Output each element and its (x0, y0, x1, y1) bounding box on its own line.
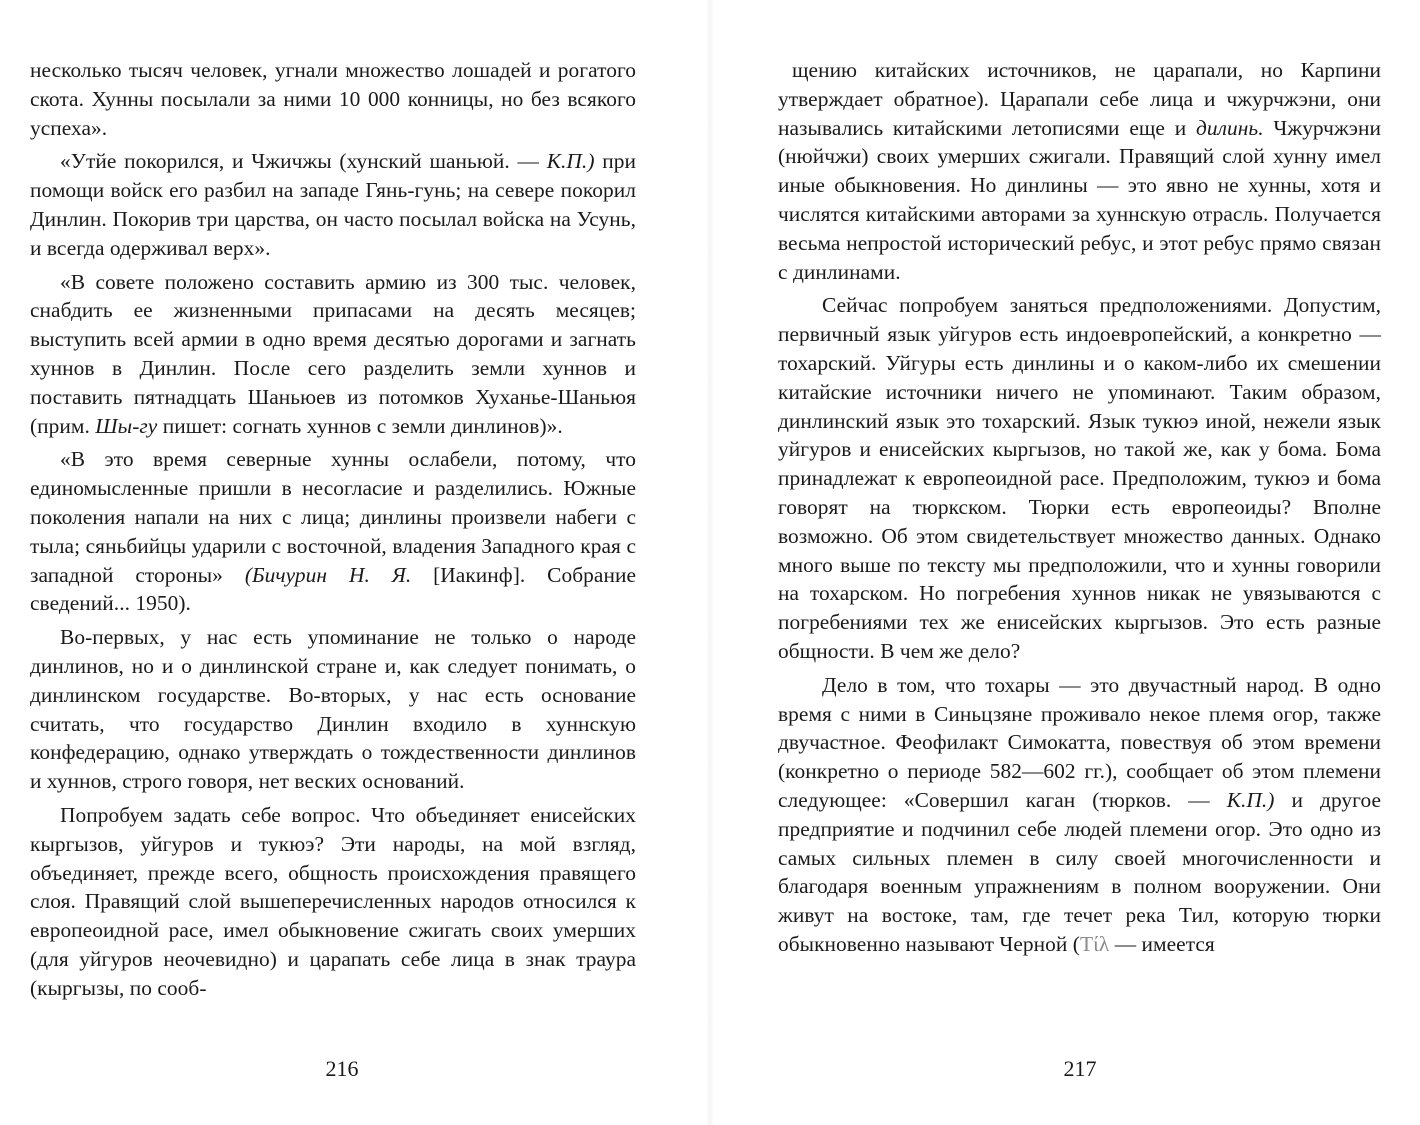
italic-run: дилинь. (1196, 115, 1264, 140)
page-number-left: 216 (325, 1056, 359, 1081)
text-run: — имеется (1109, 931, 1215, 956)
italic-run: Шы-гу (95, 413, 158, 438)
right-paragraph-1 (778, 56, 1381, 286)
page-number-right: 217 (1063, 1056, 1097, 1081)
text-run: «В совете положено составить армию из 300 тыс. человек, снабдить ее жизненными припасами на десять месяцев; выступить всей армии в одно время десятью дорогами и загнать хуннов в Динлин. После сего разделить земли хуннов и поставить пятнадцать Шаньюев из потомков Хуханье-Шаньюя (прим. (30, 269, 636, 438)
left-paragraph-5 (30, 623, 636, 796)
left-paragraph-4 (30, 445, 636, 618)
text-run: и другое предприятие и подчинил себе людей племени огор. Это одно из самых сильных племен в силу своей многочисленности и благодаря военным упражнениям в полном вооружении. Они живут на востоке, там, где течет река Тил, которую тюрки обыкновенно называют Черной ( (778, 787, 1381, 956)
text-run: Дело в том, что тохары — это двучастный народ. В одно время с ними в Синьцзяне проживало некое племя огор, также двучастное. Феофилакт Симокатта, повествуя об этом времени (конкретно о периоде 582—602 гг.), сообщает об этом племени следующее: «Совершил каган (тюрков. — (778, 672, 1381, 812)
right-page-text (778, 56, 1381, 964)
text-run: несколько тысяч человек, угнали множество лошадей и рогатого скота. Хунны посылали за ними 10 000 конницы, но без всякого успеха». (30, 58, 636, 140)
right-paragraph-2 (778, 291, 1381, 665)
right-paragraph-3 (778, 671, 1381, 959)
text-run: [Иакинф]. Собрание сведений... 1950). (30, 562, 636, 616)
left-page-text (30, 56, 636, 1008)
text-run: «Утйе покорился, и Чжичжы (хунский шаньюй. — (60, 149, 547, 174)
left-paragraph-3 (30, 268, 636, 441)
text-run: Чжурчжэни (нюйчжи) своих умерших сжигали. Правящий слой хунну имел иные обыкновения. Но динлины — это явно не хунны, хотя и числятся китайскими авторами за хуннскую отрасль. Получается весьма непростой исторический ребус, и этот ребус прямо связан с динлинами. (778, 115, 1382, 284)
left-paragraph-6 (30, 801, 636, 1003)
text-run: Во-первых, у нас есть упоминание не только о народе динлинов, но и о динлинской стране и, как следует понимать, о динлинском государстве. Во-вторых, у нас есть основание считать, что государство Динлин входило в хуннскую конфедерацию, однако утверждать о тождественности динлинов и хуннов, строго говоря, нет веских оснований. (30, 625, 636, 794)
right-page (710, 0, 1420, 1125)
text-run: при помощи войск его разбил на западе Гянь-гунь; на севере покорил Динлин. Покорив три царства, он часто посылал войска на Усунь, и всегда одерживал верх». (30, 149, 637, 260)
italic-run: (Бичурин Н. Я. (244, 562, 412, 587)
text-run: «В это время северные хунны ослабели, потому, что единомысленные пришли в несогласие и разделились. Южные поколения напали на них с лица; динлины произвели набеги с тыла; сяньбийцы ударили с восточной, владения Западного края с западной стороны» (30, 447, 636, 587)
greek-run: Τίλ (1079, 931, 1110, 956)
text-run: пишет: согнать хуннов с земли динлинов)». (157, 413, 563, 438)
left-paragraph-1 (30, 56, 636, 142)
text-run: Сейчас попробуем заняться предположениями. Допустим, первичный язык уйгуров есть индоевропейский, а конкретно — тохарский. Уйгуры есть динлины и о каком-либо их смешении китайские источники ничего не упоминают. Таким образом, динлинский язык это тохарский. Язык тукюэ иной, нежели язык уйгуров и енисейских кыргызов, но такой же, как у бома. Бома принадлежат к европеоидной расе. Предположим, тукюэ и бома говорят на тюркском. Тюрки есть европеоиды? Вполне возможно. Об этом свидетельствует множество данных. Однако много выше по тексту мы предположили, что и хунны говорили на тохарском. Но погребения хуннов никак не увязываются с погребениями тех же енисейских кыргызов. Это есть разные общности. В чем же дело? (778, 293, 1381, 663)
italic-run: К.П.) (546, 149, 595, 174)
italic-run: К.П.) (1226, 787, 1275, 812)
text-run: Попробуем задать себе вопрос. Что объединяет енисейских кыргызов, уйгуров и тукюэ? Эти народы, на мой взгляд, объединяет, прежде всего, общность происхождения правящего слоя. Правящий слой вышеперечисленных народов относился к европеоидной расе, имел обыкновение сжигать своих умерших (для уйгуров неочевидно) и царапать себе лица в знак траура (кыргызы, по сооб- (30, 802, 636, 1000)
text-run: щению китайских источников, не царапали, но Карпини утверждает обратное). Царапали себе лица и чжурчжэни, они назывались китайскими летописями еще и (778, 58, 1381, 140)
left-paragraph-2 (30, 147, 636, 262)
